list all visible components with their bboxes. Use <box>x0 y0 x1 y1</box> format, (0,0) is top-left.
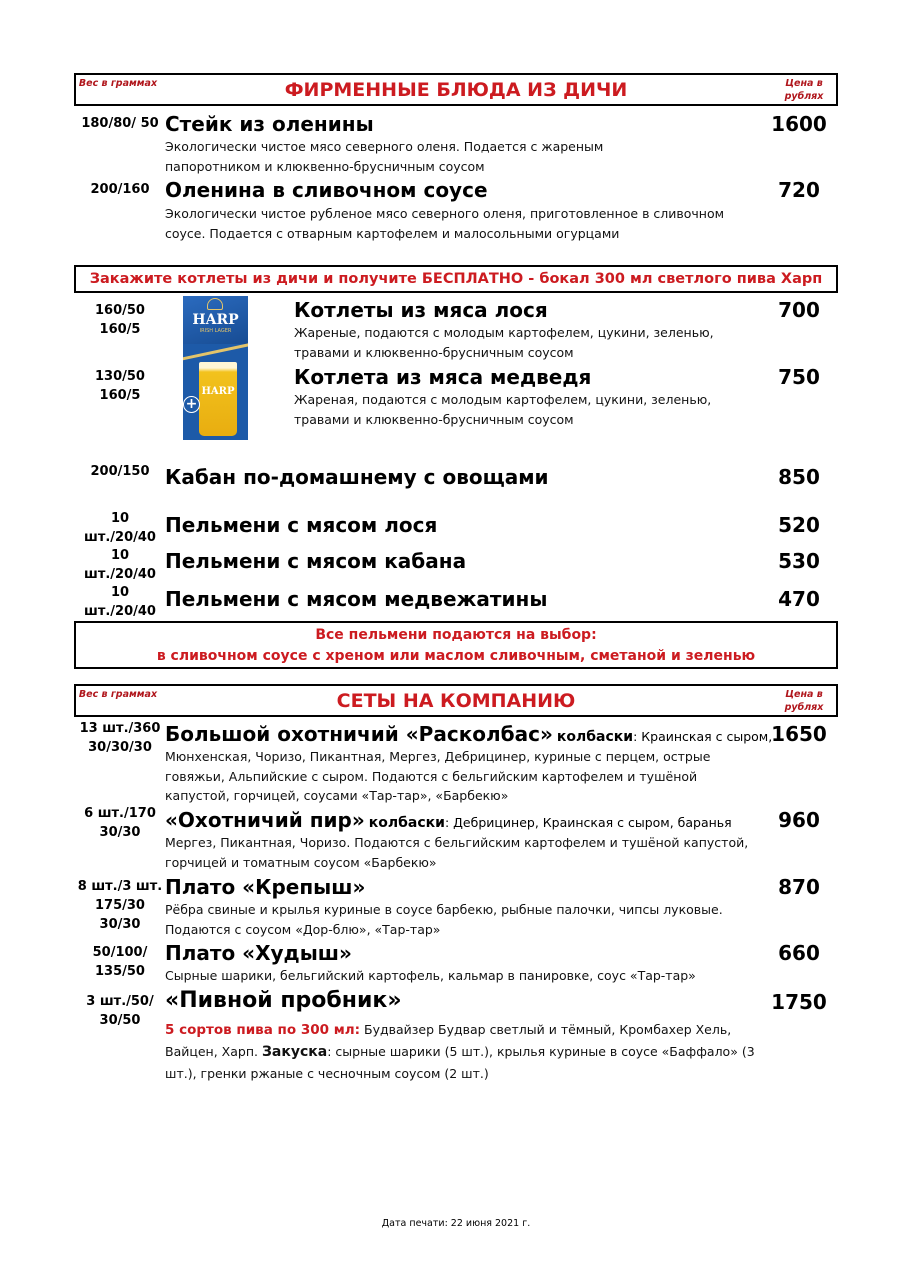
item-name: «Охотничий пир» <box>165 808 365 832</box>
note-line-1: Все пельмени подаются на выбор: <box>315 627 597 643</box>
note-line-2: в сливочном соусе с хреном или маслом сливочным, сметаной и зеленью <box>156 648 756 664</box>
item-weight: 3 шт./50/ 30/50 <box>86 994 154 1028</box>
item-name: Большой охотничий «Расколбас» <box>165 722 553 746</box>
glass-brand-text: HARP <box>201 386 235 397</box>
item-name: Стейк из оленины <box>165 112 374 136</box>
item-description-inline: : Краинская с сыром, <box>633 729 773 744</box>
item-description: Сырные шарики, бельгийский картофель, кальмар в панировке, соус «Тар-тар» <box>165 968 696 983</box>
plus-icon: + <box>183 396 200 413</box>
item-price: 520 <box>778 513 820 537</box>
price-column-header: Цена в рублях <box>784 689 824 713</box>
item-name: Пельмени с мясом кабана <box>165 549 467 573</box>
item-price: 960 <box>778 808 820 832</box>
item-name: Оленина в сливочном соусе <box>165 178 488 202</box>
item-weight: 10 шт./20/40 <box>84 585 156 619</box>
price-column-header: Цена в рублях <box>784 78 824 102</box>
desc-part-b: : сырные шарики (5 шт.), крылья куриные в соусе «Баффало» (3 шт.), гренки ржаные с чесночным соусом (2 шт.) <box>165 1044 755 1081</box>
section-header-sets <box>74 684 838 717</box>
snack-label: Закуска <box>261 1044 328 1060</box>
item-weight: 8 шт./3 шт. 175/30 30/30 <box>77 879 163 932</box>
item-weight: 180/80/ 50 <box>81 116 159 131</box>
item-price: 700 <box>778 298 820 322</box>
item-weight: 13 шт./360 30/30/30 <box>79 721 161 755</box>
item-price: 1650 <box>771 722 827 746</box>
weight-column-header: Вес в граммах <box>78 689 158 700</box>
item-description: Экологически чистое мясо северного оленя. Подается с жареным папоротником и клюквенно-брусничным соусом <box>165 139 604 174</box>
item-description-inline: : Дебрицинер, Краинская с сыром, баранья <box>444 815 732 830</box>
item-name: Пельмени с мясом медвежатины <box>165 587 548 611</box>
item-price: 1750 <box>771 990 827 1014</box>
beer-label: 5 сортов пива по 300 мл: <box>165 1022 361 1038</box>
item-price: 470 <box>778 587 820 611</box>
item-description: Рёбра свиные и крылья куриные в соусе барбекю, рыбные палочки, чипсы луковые. Подаются с соусом «Дор-блю», «Тар-тар» <box>165 902 723 937</box>
item-price: 870 <box>778 875 820 899</box>
print-date: Дата печати: 22 июня 2021 г. <box>381 1218 531 1229</box>
item-price: 660 <box>778 941 820 965</box>
item-name: «Пивной пробник» <box>165 988 402 1013</box>
item-price: 850 <box>778 465 820 489</box>
item-weight: 10 шт./20/40 <box>84 548 156 582</box>
item-price: 750 <box>778 365 820 389</box>
beer-text: Будвайзер Будвар светлый и тёмный, Кромбахер Хель, <box>360 1022 732 1037</box>
dumplings-note <box>74 621 838 669</box>
item-weight: 10 шт./20/40 <box>84 511 156 545</box>
set-title-line <box>165 722 772 746</box>
item-weight: 6 шт./170 30/30 <box>84 806 156 840</box>
harp-logo-icon <box>207 298 223 310</box>
item-name: Кабан по-домашнему с овощами <box>165 465 549 489</box>
weight-column-header: Вес в граммах <box>78 78 158 89</box>
sausage-label: колбаски <box>556 729 634 745</box>
item-weight: 200/160 <box>90 182 150 197</box>
item-description: Мергез, Пикантная, Чоризо. Подаются с бельгийским картофелем и тушёной капустой, горчицей и томатным соусом «Барбекю» <box>165 835 749 870</box>
section-header-game <box>74 73 838 106</box>
set-title-line <box>165 808 732 832</box>
beer-glass-icon <box>199 362 237 436</box>
item-name: Котлеты из мяса лося <box>294 298 548 322</box>
item-name: Плато «Крепыш» <box>165 875 366 899</box>
item-description <box>165 1019 755 1085</box>
item-weight: 200/150 <box>90 464 150 479</box>
item-description: Экологически чистое рубленое мясо северного оленя, приготовленное в сливочном соусе. Подается с отварным картофелем и малосольными огурцами <box>165 206 725 241</box>
item-description: Жареная, подаются с молодым картофелем, цукини, зеленью, травами и клюквенно-брусничным соусом <box>294 392 712 427</box>
item-description: Мюнхенская, Чоризо, Пикантная, Мергез, Дебрицинер, куриные с перцем, острые говяжьи, Альпийские с сыром. Подаются с бельгийским картофелем и тушёной капустой, горчицей, соусами «Тар-тар», «Барбекю» <box>165 749 711 803</box>
item-price: 530 <box>778 549 820 573</box>
item-name: Пельмени с мясом лося <box>165 513 438 537</box>
section-title: ФИРМЕННЫЕ БЛЮДА ИЗ ДИЧИ <box>284 79 628 101</box>
item-description: Жареные, подаются с молодым картофелем, цукини, зеленью, травами и клюквенно-брусничным соусом <box>294 325 714 360</box>
gold-stripe <box>183 342 248 362</box>
item-weight: 160/50 160/5 <box>95 303 145 337</box>
item-name: Котлета из мяса медведя <box>294 365 592 389</box>
harp-sub-text: IRISH LAGER <box>199 328 232 334</box>
item-weight: 50/100/ 135/50 <box>92 945 148 979</box>
promo-banner: Закажите котлеты из дичи и получите БЕСПЛАТНО - бокал 300 мл светлого пива Харп <box>74 265 838 293</box>
sausage-label: колбаски <box>368 815 445 831</box>
harp-beer-image <box>183 296 248 440</box>
item-name: Плато «Худыш» <box>165 941 352 965</box>
harp-brand-text: HARP <box>192 312 239 328</box>
item-price: 1600 <box>771 112 827 136</box>
item-price: 720 <box>778 178 820 202</box>
item-weight: 130/50 160/5 <box>95 369 145 403</box>
desc-part-a: Вайцен, Харп. <box>165 1044 262 1059</box>
section-title: СЕТЫ НА КОМПАНИЮ <box>336 690 576 712</box>
